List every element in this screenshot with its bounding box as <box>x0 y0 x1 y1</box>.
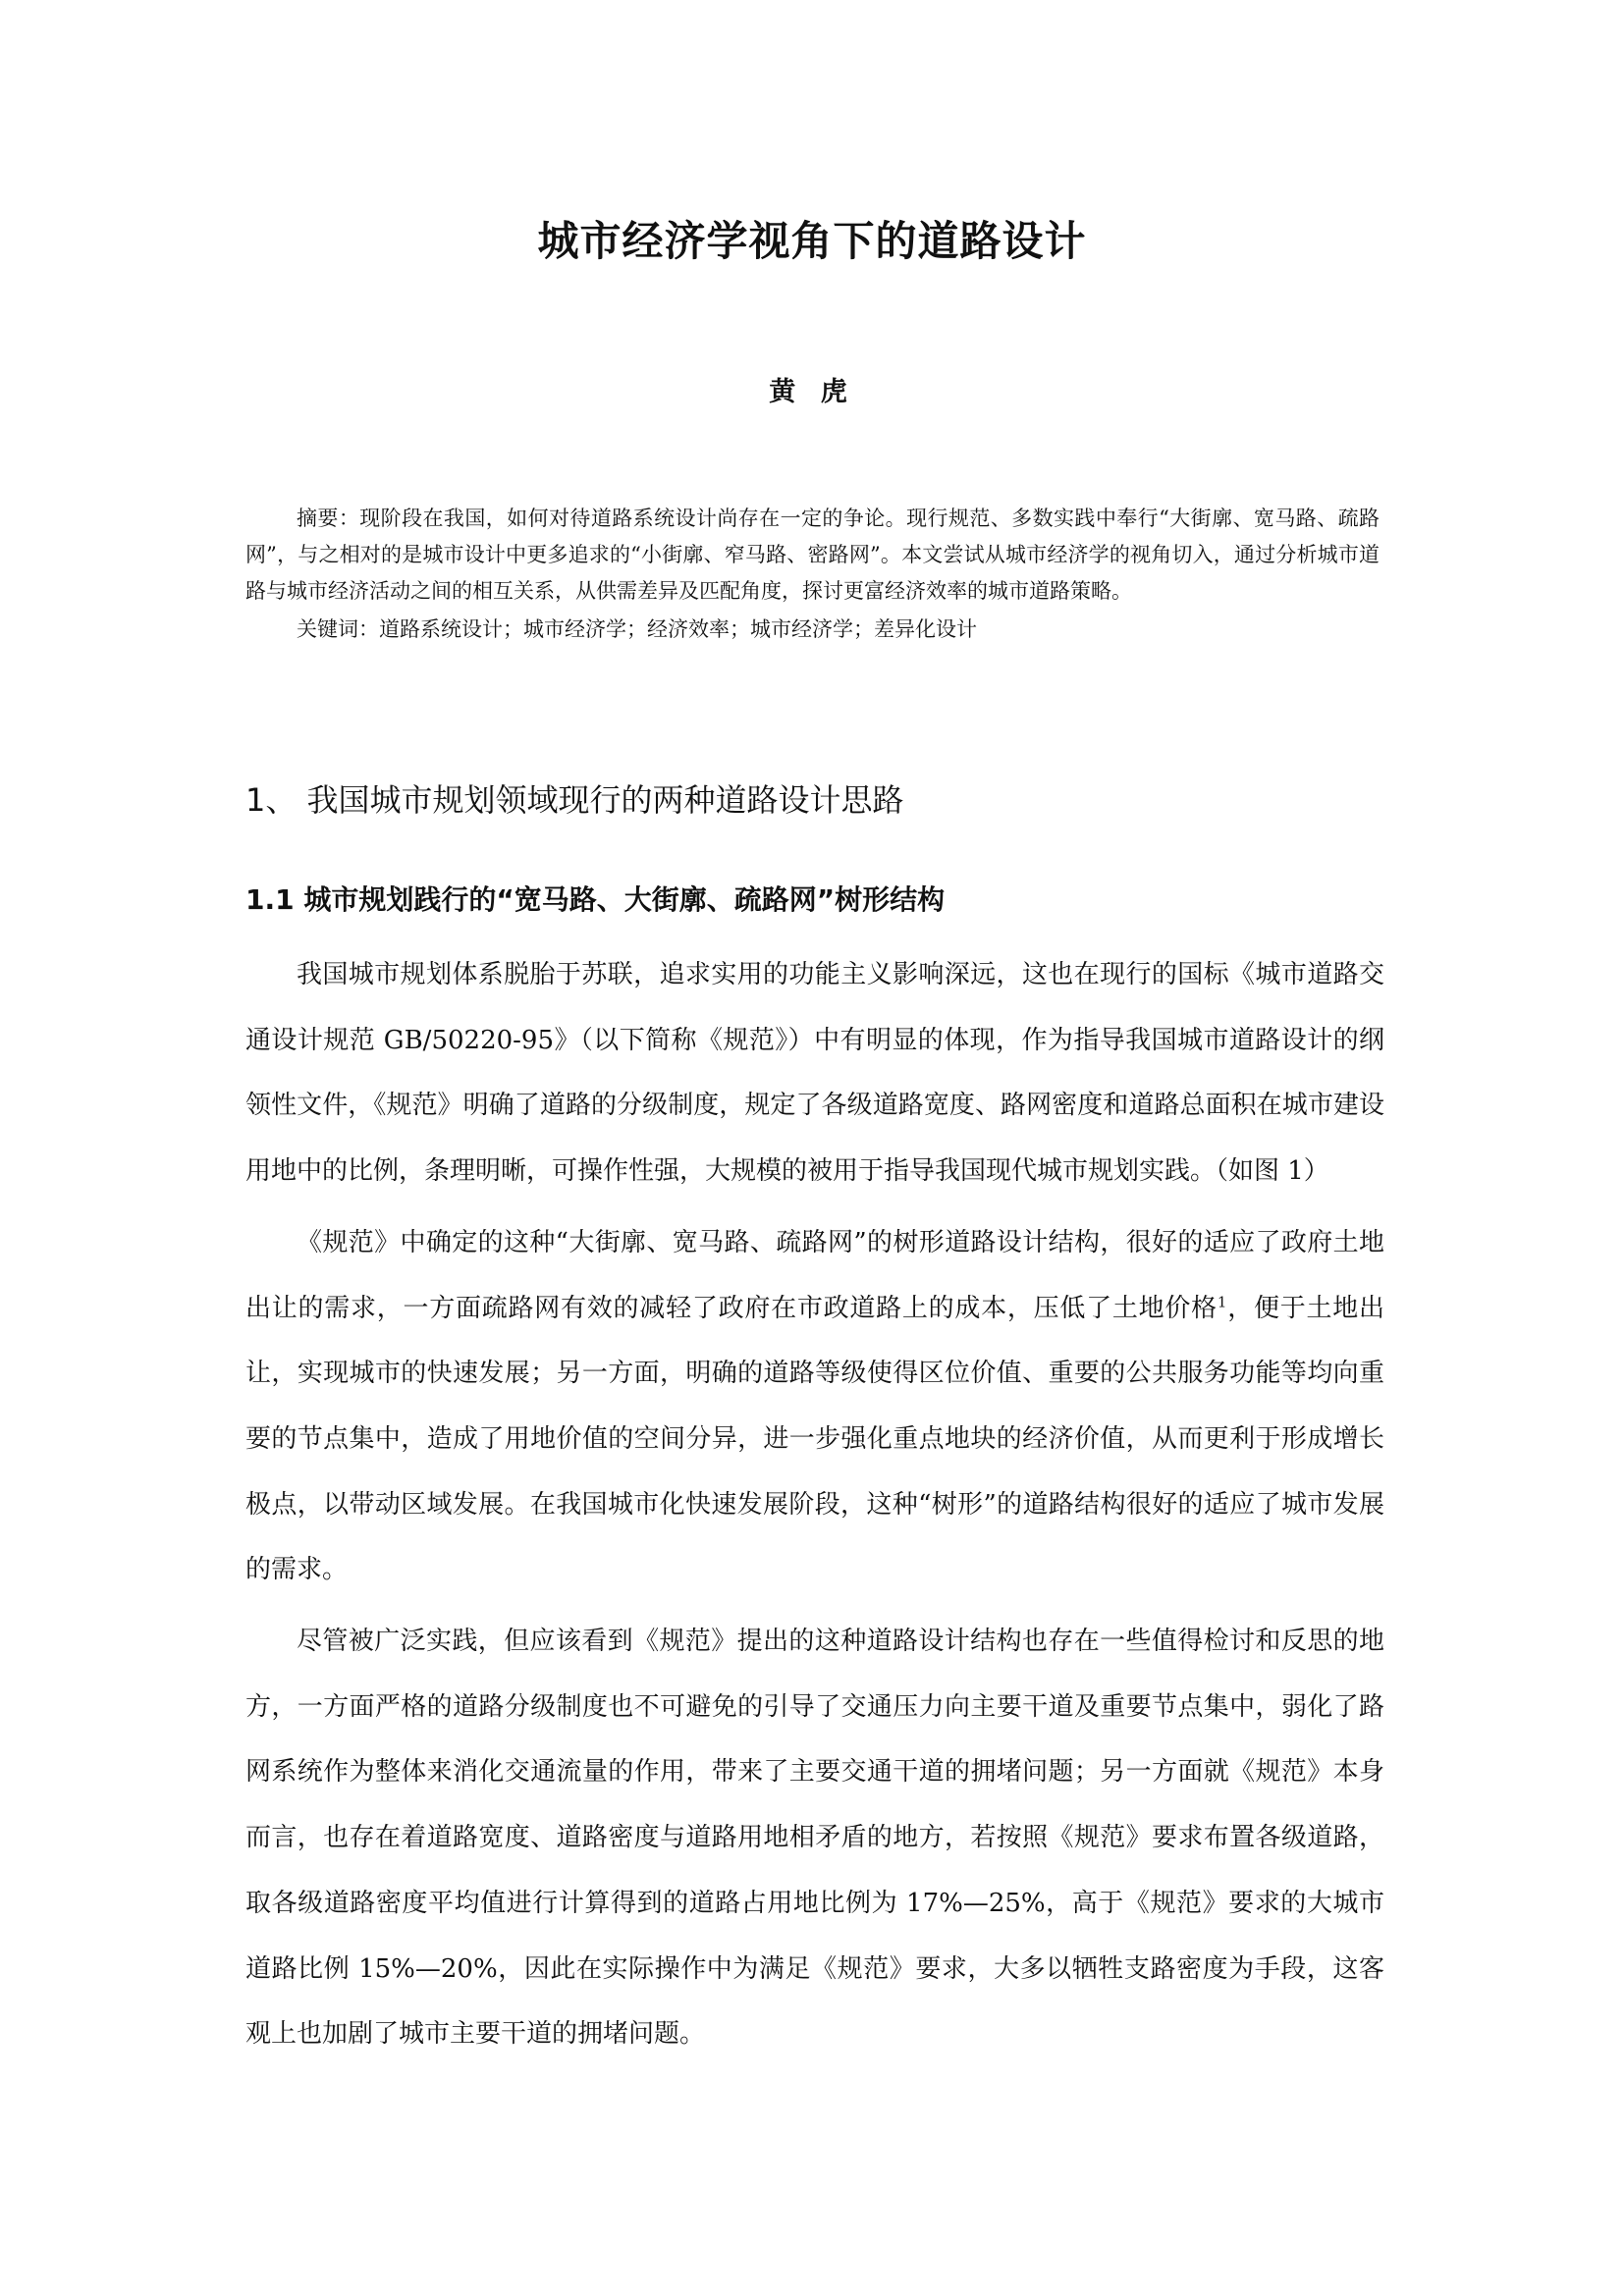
section-1-heading: 1、 我国城市规划领域现行的两种道路设计思路 <box>245 781 904 819</box>
paragraph-3: 尽管被广泛实践，但应该看到《规范》提出的这种道路设计结构也存在一些值得检讨和反思的地方，一方面严格的道路分级制度也不可避免的引导了交通压力向主要干道及重要节点集中，弱化了路网系统作为整体来消化交通流量的作用，带来了主要交通干道的拥堵问题；另一方面就《规范》本身而言，也存在着道路宽度、道路密度与道路用地相矛盾的地方，若按照《规范》要求布置各级道路，取各级道路密度平均值进行计算得到的道路占用地比例为 17%—25%，高于《规范》要求的大城市道路比例 15%—20%，因此在实际操作中为满足《规范》要求，大多以牺牲支路密度为手段，这客观上也加剧了城市主要干道的拥堵问题。 <box>245 1627 1384 2050</box>
keywords-line: 关键词：道路系统设计；城市经济学；经济效率；城市经济学；差异化设计 <box>297 617 977 641</box>
paragraph-1: 我国城市规划体系脱胎于苏联，追求实用的功能主义影响深远，这也在现行的国标《城市道路交通设计规范 GB/50220-95》（以下简称《规范》）中有明显的体现，作为指导我国城市道路设计的纲领性文件，《规范》明确了道路的分级制度，规定了各级道路宽度、路网密度和道路总面积在城市建设用地中的比例，条理明晰，可操作性强，大规模的被用于指导我国现代城市规划实践。（如图 1） <box>245 960 1384 1187</box>
footnote-marker[interactable]: 1 <box>1217 1292 1227 1310</box>
abstract-block <box>245 501 1380 648</box>
body-text <box>245 942 1384 2073</box>
abstract-text: 摘要：现阶段在我国，如何对待道路系统设计尚存在一定的争论。现行规范、多数实践中奉行“大街廓、宽马路、疏路网”，与之相对的是城市设计中更多追求的“小街廓、窄马路、密路网”。本文尝试从城市经济学的视角切入，通过分析城市道路与城市经济活动之间的相互关系，从供需差异及匹配角度，探讨更富经济效率的城市道路策略。 <box>245 507 1380 603</box>
paragraph-2-part-b: ，便于土地出让，实现城市的快速发展；另一方面，明确的道路等级使得区位价值、重要的公共服务功能等均向重要的节点集中，造成了用地价值的空间分异，进一步强化重点地块的经济价值，从而更利于形成增长极点，以带动区域发展。在我国城市化快速发展阶段，这种“树形”的道路结构很好的适应了城市发展的需求。 <box>245 1293 1384 1585</box>
paragraph-2 <box>245 1210 1384 1603</box>
paragraph-2-part-a: 《规范》中确定的这种“大街廓、宽马路、疏路网”的树形道路设计结构，很好的适应了政府土地出让的需求，一方面疏路网有效的减轻了政府在市政道路上的成本，压低了土地价格 <box>245 1227 1384 1323</box>
paper-title: 城市经济学视角下的道路设计 <box>537 217 1087 265</box>
author-name: 黄 虎 <box>769 377 855 407</box>
section-1-1-heading: 1.1 城市规划践行的“宽马路、大街廓、疏路网”树形结构 <box>245 883 946 916</box>
